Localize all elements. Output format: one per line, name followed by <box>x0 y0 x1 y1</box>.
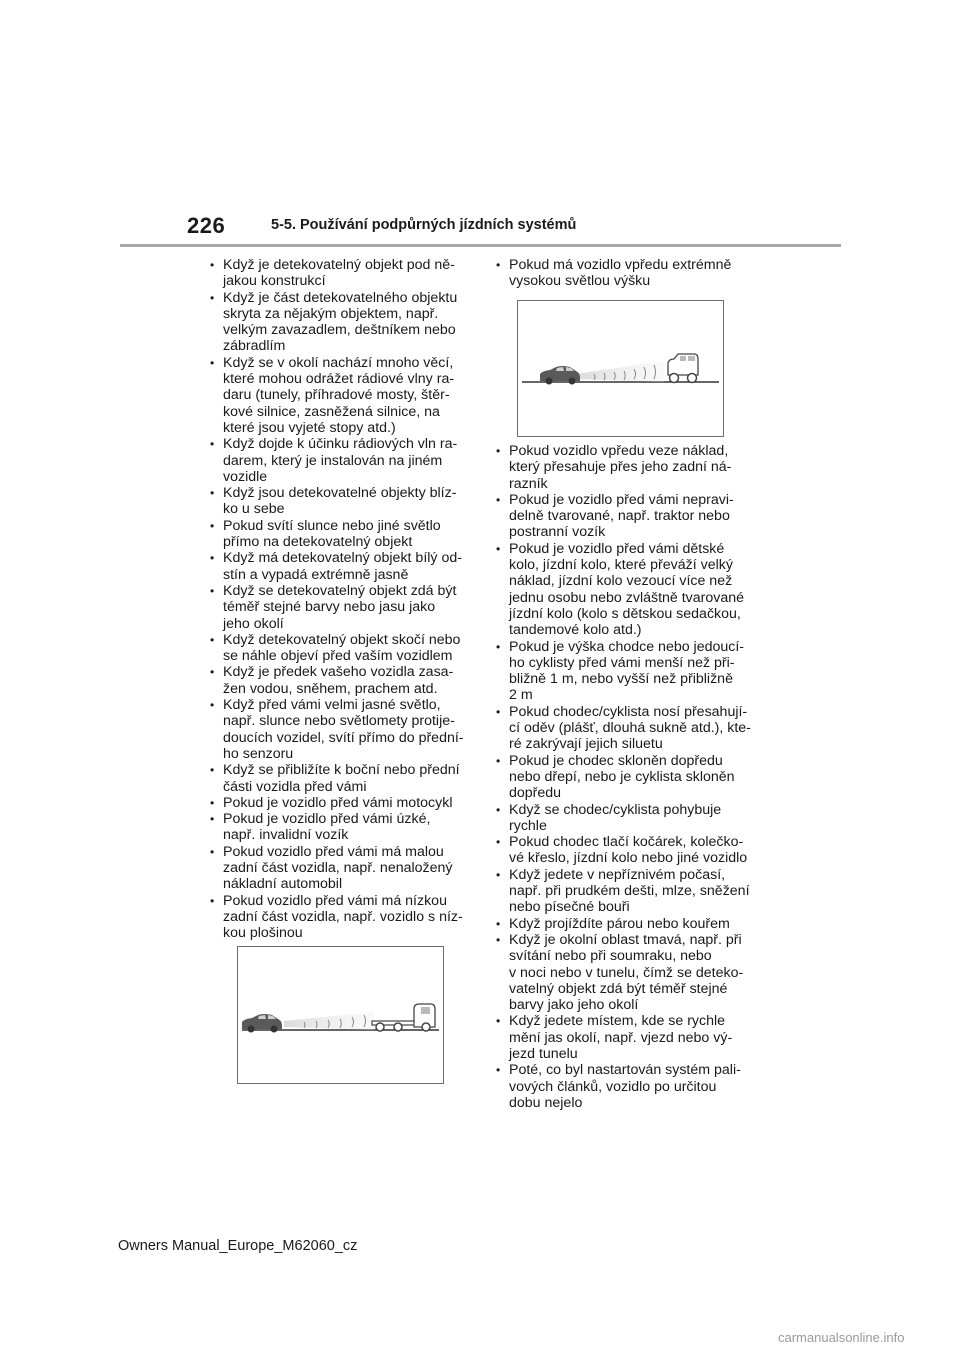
list-item: • Když se chodec/cyklista pohybuje rychle <box>491 802 759 835</box>
radar-truck-svg <box>238 947 443 1083</box>
list-item: • Když se přibližíte k boční nebo přední části vozidla před vámi <box>205 762 467 795</box>
list-item: • Když jsou detekovatelné objekty blíz- ko u sebe <box>205 485 467 518</box>
list-item: • Když se detekovatelný objekt zdá být téměř stejné barvy nebo jasu jako jeho okolí <box>205 583 467 632</box>
list-item: • Pokud svítí slunce nebo jiné světlo přímo na detekovatelný objekt <box>205 518 467 551</box>
list-item: • Když je detekovatelný objekt pod ně- jakou konstrukcí <box>205 257 467 290</box>
list-item: • Pokud je výška chodce nebo jedoucí- ho cyklisty před vámi menší než při- bližně 1 m, nebo vyšší než přibližně 2 m <box>491 639 759 704</box>
high-clearance-vehicle-illustration <box>517 300 724 437</box>
low-rear-truck-illustration <box>237 946 444 1084</box>
suv-icon <box>668 354 698 383</box>
list-item: • Pokud chodec/cyklista nosí přesahují- cí oděv (plášť, dlouhá sukně atd.), kte- ré zakrývají jejich siluetu <box>491 704 759 753</box>
list-item: • Pokud je vozidlo před vámi dětské kolo, jízdní kolo, které převáží velký náklad, jízdní kolo vezoucí více než jednu osobu nebo zvláštně tvarované jízdní kolo (kolo s dětskou sedačkou, tandemové kolo atd.) <box>491 541 759 639</box>
list-item: • Když je předek vašeho vozidla zasa- žen vodou, sněhem, prachem atd. <box>205 664 467 697</box>
list-item: • Pokud je vozidlo před vámi nepravi- delně tvarované, např. traktor nebo postranní vozík <box>491 492 759 541</box>
list-item: • Když detekovatelný objekt skočí nebo se náhle objeví před vaším vozidlem <box>205 632 467 665</box>
list-item: • Když jedete místem, kde se rychle mění jas okolí, např. vjezd nebo vý- jezd tunelu <box>491 1013 759 1062</box>
list-item: • Pokud je vozidlo před vámi úzké, např. invalidní vozík <box>205 811 467 844</box>
list-item: • Pokud vozidlo vpředu veze náklad, který přesahuje přes jeho zadní ná- razník <box>491 443 759 492</box>
list-item: • Když dojde k účinku rádiových vln ra- darem, který je instalován na jiném vozidle <box>205 436 467 485</box>
right-column-top-list <box>491 257 756 290</box>
list-item: • Pokud má vozidlo vpředu extrémně vysokou světlou výšku <box>491 257 756 290</box>
page-number: 226 <box>187 213 226 238</box>
footer-manual-id: Owners Manual_Europe_M62060_cz <box>118 1238 358 1254</box>
watermark: carmanualsonline.info <box>778 1330 905 1345</box>
list-item: • Pokud chodec tlačí kočárek, kolečko- vé křeslo, jízdní kolo nebo jiné vozidlo <box>491 834 759 867</box>
list-item: • Pokud vozidlo před vámi má nízkou zadní část vozidla, např. vozidlo s níz- kou plošinou <box>205 893 467 942</box>
header-divider <box>120 244 841 247</box>
list-item: • Když projíždíte párou nebo kouřem <box>491 916 759 932</box>
list-item: • Když jedete v nepříznivém počasí, např. při prudkém dešti, mlze, sněžení nebo písečné bouři <box>491 867 759 916</box>
right-column-list <box>491 443 759 1111</box>
list-item: • Když se v okolí nachází mnoho věcí, které mohou odrážet rádiové vlny ra- daru (tunely, příhradové mosty, štěr- kové silnice, zasněžená silnice, na které jsou vyjeté stopy atd.) <box>205 355 467 436</box>
list-item: • Když má detekovatelný objekt bílý od- stín a vypadá extrémně jasně <box>205 550 467 583</box>
list-item: • Pokud vozidlo před vámi má malou zadní část vozidla, např. nenaložený nákladní automobil <box>205 844 467 893</box>
list-item: • Poté, co byl nastartován systém pali- vových článků, vozidlo po určitou dobu nejelo <box>491 1062 759 1111</box>
truck-icon <box>372 1004 435 1031</box>
list-item: • Když před vámi velmi jasné světlo, např. slunce nebo světlomety protije- doucích vozidel, svítí přímo do přední- ho senzoru <box>205 697 467 762</box>
list-item: • Pokud je chodec skloněn dopředu nebo dřepí, nebo je cyklista skloněn dopředu <box>491 753 759 802</box>
list-item: • Pokud je vozidlo před vámi motocykl <box>205 795 467 811</box>
list-item: • Když je okolní oblast tmavá, např. při svítání nebo při soumraku, nebo v noci nebo v tunelu, čímž se deteko- vatelný objekt zdá být téměř stejné barvy jako jeho okolí <box>491 932 759 1013</box>
section-title: 5-5. Používání podpůrných jízdních systémů <box>271 217 577 233</box>
list-item: • Když je část detekovatelného objektu skryta za nějakým objektem, např. velkým zavazadlem, deštníkem nebo zábradlím <box>205 290 467 355</box>
radar-suv-svg <box>518 301 723 436</box>
left-column-list <box>205 257 467 941</box>
